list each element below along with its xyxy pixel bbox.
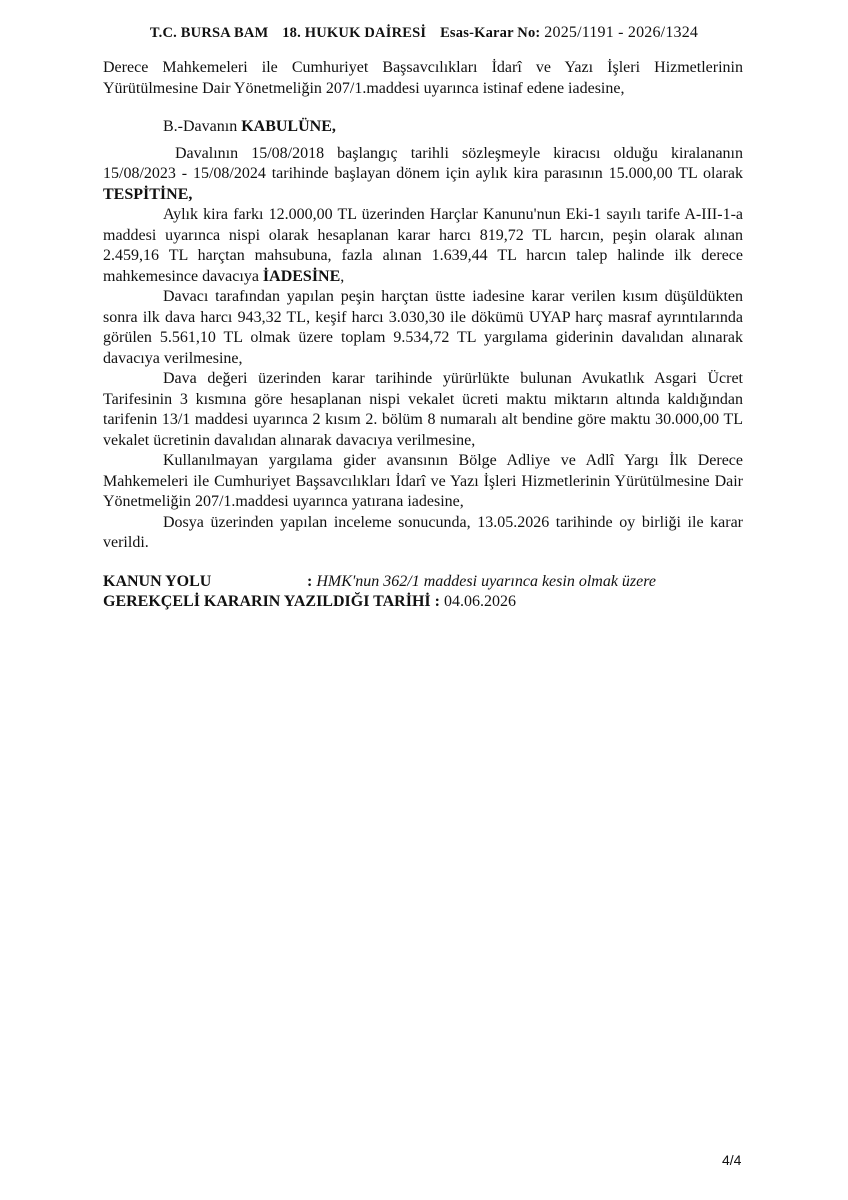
- reference-number: 2025/1191 - 2026/1324: [544, 24, 699, 41]
- rent-text: Davalının 15/08/2018 başlangıç tarihli sözleşmeyle kiracısı olduğu kiralananın 15/08/2023 - 15/08/2024 tarihinde başlayan dönem için aylık kira parasının 15.000,00 TL olarak: [103, 144, 743, 182]
- paragraph-litigation-costs: Davacı tarafından yapılan peşin harçtan üstte iadesine karar verilen kısım düşüldükten sonra ilk dava harcı 943,32 TL, keşif harcı 3.030,30 ile dökümü UYAP harç masraf ayrıntılarında görülen 5.561,10 TL olmak üzere toplam 9.534,72 TL yargılama giderinin davalıdan alınarak davacıya verilmesine,: [103, 288, 743, 367]
- paragraph-advance-refund: Kullanılmayan yargılama gider avansının Bölge Adliye ve Adlî Yargı İlk Derece Mahkemeleri ile Cumhuriyet Başsavcılıkları İdarî ve Yazı İşleri Hizmetlerinin Yürütülmesine Dair Yönetmeliğin 207/1.maddesi uyarınca yatırana iadesine,: [103, 452, 743, 510]
- chamber-name: 18. HUKUK DAİRESİ: [282, 25, 427, 41]
- reasoned-date-label: GEREKÇELİ KARARIN YAZILDIĞI TARİHİ :: [103, 593, 440, 610]
- page-header: [0, 24, 848, 42]
- paragraph-continuation: Derece Mahkemeleri ile Cumhuriyet Başsavcılıkları İdarî ve Yazı İşleri Hizmetlerinin Yürütülmesine Dair Yönetmeliğin 207/1.maddesi uyarınca istinaf edene iadesine,: [103, 59, 743, 97]
- legal-remedy-row: [103, 572, 743, 592]
- reasoned-date-value: 04.06.2026: [443, 593, 516, 610]
- decision-body: [103, 58, 743, 554]
- fee-verdict: İADESİNE: [262, 267, 341, 285]
- fee-text: Aylık kira farkı 12.000,00 TL üzerinden Harçlar Kanunu'nun Eki-1 sayılı tarife A-III-1-a maddesi uyarınca nispi olarak hesaplanan karar harcı 819,72 TL harcın, peşin olarak alınan 2.459,16 TL harçtan mahsubuna, fazla alınan 1.639,44 TL harcın talep halinde ilk derece mahkemesince davacıya: [103, 206, 743, 285]
- section-b-verdict: KABULÜNE,: [241, 118, 336, 135]
- paragraph-rent-determination: [103, 144, 743, 206]
- decision-footer: [103, 572, 743, 612]
- legal-remedy-separator: :: [307, 573, 313, 590]
- paragraph-final-decision: Dosya üzerinden yapılan inceleme sonucunda, 13.05.2026 tarihinde oy birliği ile karar verildi.: [103, 513, 743, 551]
- fee-tail: ,: [340, 267, 345, 285]
- reasoned-date-row: [103, 592, 743, 612]
- paragraph-fee-refund: [103, 205, 743, 287]
- court-name: T.C. BURSA BAM: [149, 25, 269, 41]
- page-number: 4/4: [722, 1152, 742, 1168]
- paragraph-attorney-fee: Dava değeri üzerinden karar tarihinde yürürlükte bulunan Avukatlık Asgari Ücret Tarifesinin 3 kısmına göre hesaplanan nispi vekalet ücreti maktu miktarın altında kaldığından tarifenin 13/1 maddesi uyarınca 2 kısım 2. bölüm 8 numaralı alt bendine göre maktu 30.000,00 TL vekalet ücretinin davalıdan alınarak davacıya verilmesine,: [103, 370, 743, 449]
- legal-remedy-label: KANUN YOLU: [103, 573, 212, 590]
- reference-label: Esas-Karar No:: [440, 25, 541, 41]
- section-b-heading: [103, 117, 743, 138]
- rent-verdict: TESPİTİNE,: [103, 185, 193, 203]
- section-b-prefix: B.-Davanın: [163, 118, 238, 135]
- legal-remedy-value: HMK'nun 362/1 maddesi uyarınca kesin olmak üzere: [316, 573, 656, 590]
